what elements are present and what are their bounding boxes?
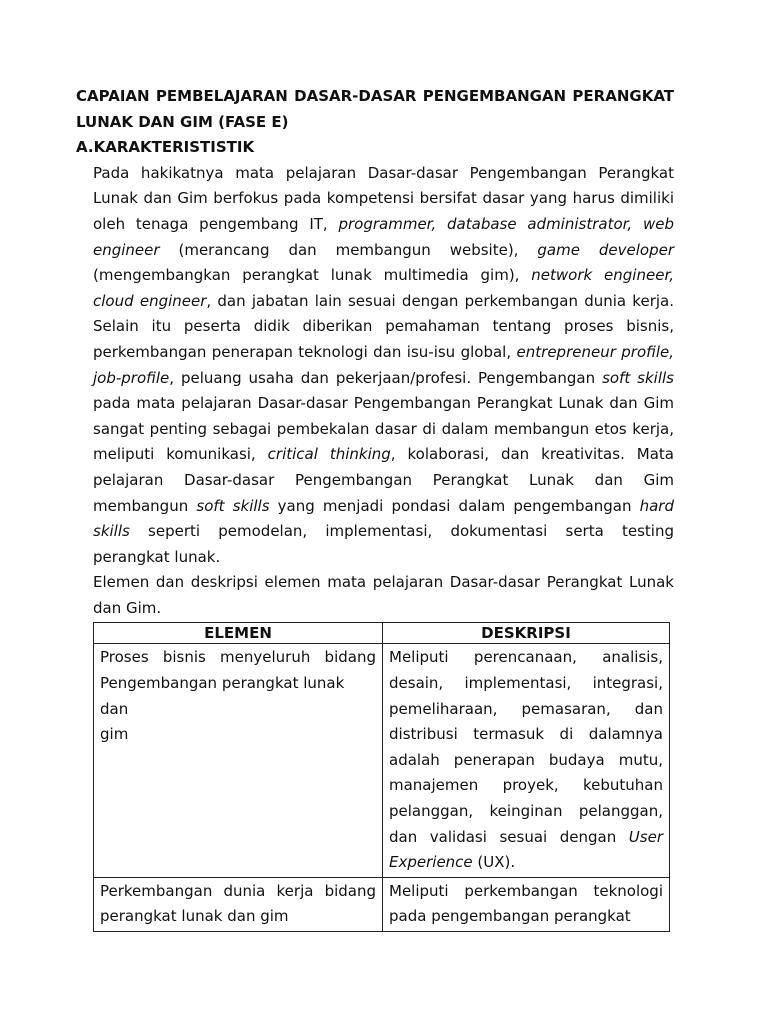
deskripsi-italic-text: User Experience: [389, 827, 663, 872]
elements-table: [93, 622, 670, 932]
deskripsi-cell: Meliputi perkembangan teknologi pada pengembangan perangkat: [383, 877, 670, 931]
paragraph-text: , dan jabatan lain sesuai dengan perkembangan dunia kerja. Selain itu peserta didik diberikan pemahaman tentang proses bisnis, perkembangan penerapan teknologi dan isu-isu global,: [93, 291, 674, 361]
paragraph-italic-text: soft skills: [196, 496, 270, 515]
deskripsi-text: (UX).: [472, 853, 516, 872]
table-header-deskripsi: DESKRIPSI: [383, 623, 670, 644]
paragraph-italic-text: programmer, database administrator, web engineer: [93, 214, 675, 259]
paragraph-text: pada mata pelajaran Dasar-dasar Pengembangan Perangkat Lunak dan Gim sangat penting sebagai pembekalan dasar di dalam membangun etos kerja, meliputi komunikasi,: [93, 394, 674, 464]
paragraph-text: seperti pemodelan, implementasi, dokumentasi serta testing perangkat lunak.: [93, 522, 674, 566]
table-row: [94, 877, 670, 931]
table-row: [94, 644, 670, 877]
paragraph-text: (mengembangkan perangkat lunak multimedia gim),: [93, 266, 532, 285]
elemen-cell: [94, 644, 383, 877]
elemen-text: dan: [100, 699, 129, 718]
elemen-cell: Perkembangan dunia kerja bidang perangkat lunak dan gim: [94, 877, 383, 931]
paragraph-text: Pada hakikatnya mata pelajaran Dasar-dasar Pengembangan Perangkat Lunak dan Gim berfokus pada kompetensi bersifat dasar yang harus dimiliki oleh tenaga pengembang IT,: [93, 163, 674, 233]
elements-intro-paragraph: Elemen dan deskripsi elemen mata pelajaran Dasar-dasar Perangkat Lunak dan Gim.: [93, 573, 674, 617]
paragraph-italic-text: game developer: [537, 240, 674, 259]
paragraph-italic-text: soft skills: [602, 368, 674, 387]
table-header-elemen: ELEMEN: [94, 623, 383, 644]
section-heading: A.KARAKTERISTISTIK: [76, 138, 255, 157]
paragraph-text: (merancang dan membangun website),: [159, 240, 538, 259]
document-page: [76, 84, 674, 932]
elemen-text: Proses bisnis menyeluruh bidang Pengembangan perangkat lunak: [100, 648, 376, 693]
table-header-row: [94, 623, 670, 644]
paragraph-italic-text: entrepreneur profile, job-profile: [93, 342, 675, 387]
deskripsi-cell: [383, 644, 670, 877]
paragraph-text: , kolaborasi, dan kreativitas. Mata pelajaran Dasar-dasar Pengembangan Perangkat Lunak dan Gim membangun: [93, 445, 674, 515]
paragraph-italic-text: network engineer, cloud engineer: [93, 266, 674, 310]
deskripsi-text: Meliputi perencanaan, analisis, desain, implementasi, integrasi, pemeliharaan, pemasaran, dan distribusi termasuk di dalamnya adalah penerapan budaya mutu, manajemen proyek, kebutuhan pelanggan, keinginan pelanggan, dan validasi sesuai dengan: [389, 648, 663, 846]
paragraph-text: , peluang usaha dan pekerjaan/profesi. Pengembangan: [169, 368, 603, 387]
paragraph-italic-text: critical thinking: [267, 445, 391, 464]
document-title: CAPAIAN PEMBELAJARAN DASAR-DASAR PENGEMBANGAN PERANGKAT LUNAK DAN GIM (FASE E): [76, 87, 674, 131]
characteristics-paragraph: [93, 161, 674, 622]
paragraph-text: yang menjadi pondasi dalam pengembangan: [269, 496, 640, 515]
paragraph-italic-text: hard skills: [93, 496, 674, 541]
elemen-text: gim: [100, 725, 129, 744]
